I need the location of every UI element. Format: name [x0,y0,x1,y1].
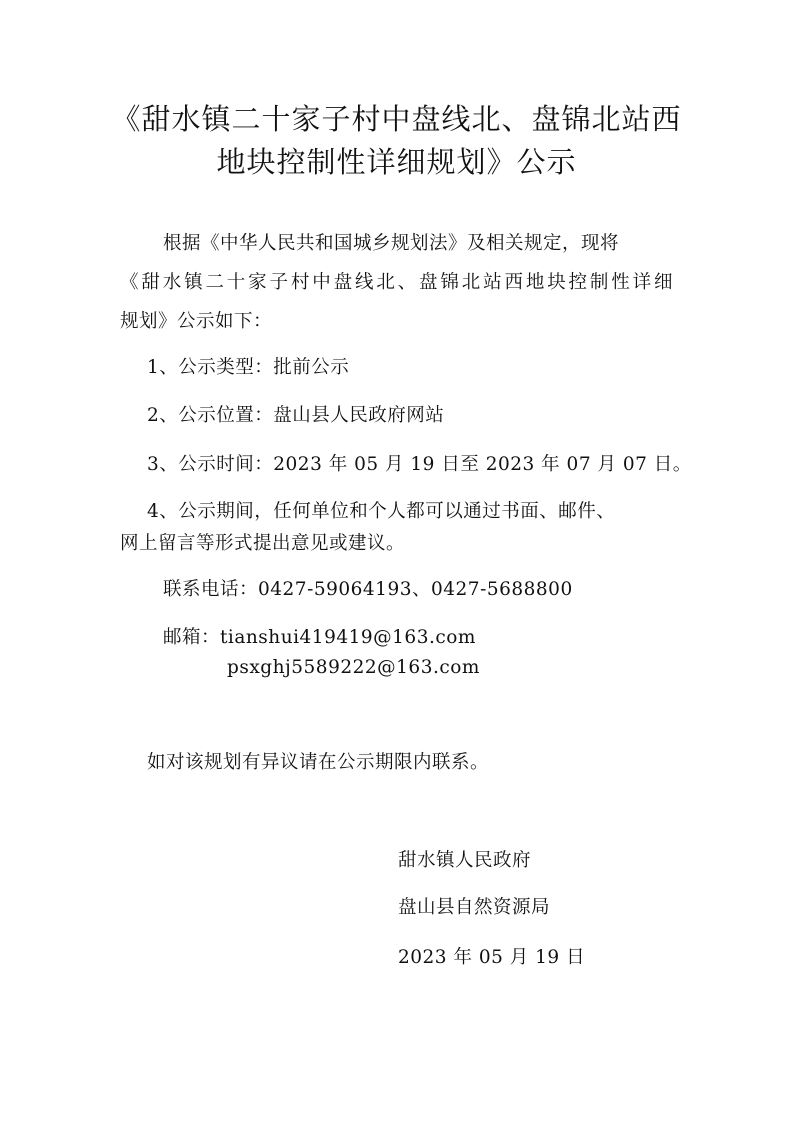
item-period-line-1: 4、公示期间，任何单位和个人都可以通过书面、邮件、 [147,501,616,522]
signature-org-2: 盘山县自然资源局 [398,897,551,918]
closing-note: 如对该规划有异议请在公示期限内联系。 [147,752,490,773]
document-title-line-2: 地块控制性详细规划》公示 [216,145,577,179]
intro-line-2: 《甜水镇二十家子村中盘线北、盘锦北站西地块控制性详细 [120,272,673,293]
intro-line-3: 规划》公示如下： [120,311,273,332]
contact-email-1: 邮箱：tianshui419419@163.com [163,627,476,648]
item-time: 3、公示时间：2023 年 05 月 19 日至 2023 年 07 月 07 日。 [147,454,692,475]
signature-org-1: 甜水镇人民政府 [398,850,532,871]
document-title-line-1: 《甜水镇二十家子村中盘线北、盘锦北站西 [111,102,682,136]
signature-date: 2023 年 05 月 19 日 [398,947,586,968]
contact-email-2: psxghj5589222@163.com [227,657,480,678]
intro-line-1: 根据《中华人民共和国城乡规划法》及相关规定，现将 [163,233,620,254]
item-period-line-2: 网上留言等形式提出意见或建议。 [120,533,406,554]
item-type: 1、公示类型：批前公示 [147,357,350,378]
contact-phone: 联系电话：0427-59064193、0427-5688800 [163,579,573,600]
item-location: 2、公示位置：盘山县人民政府网站 [147,405,445,426]
